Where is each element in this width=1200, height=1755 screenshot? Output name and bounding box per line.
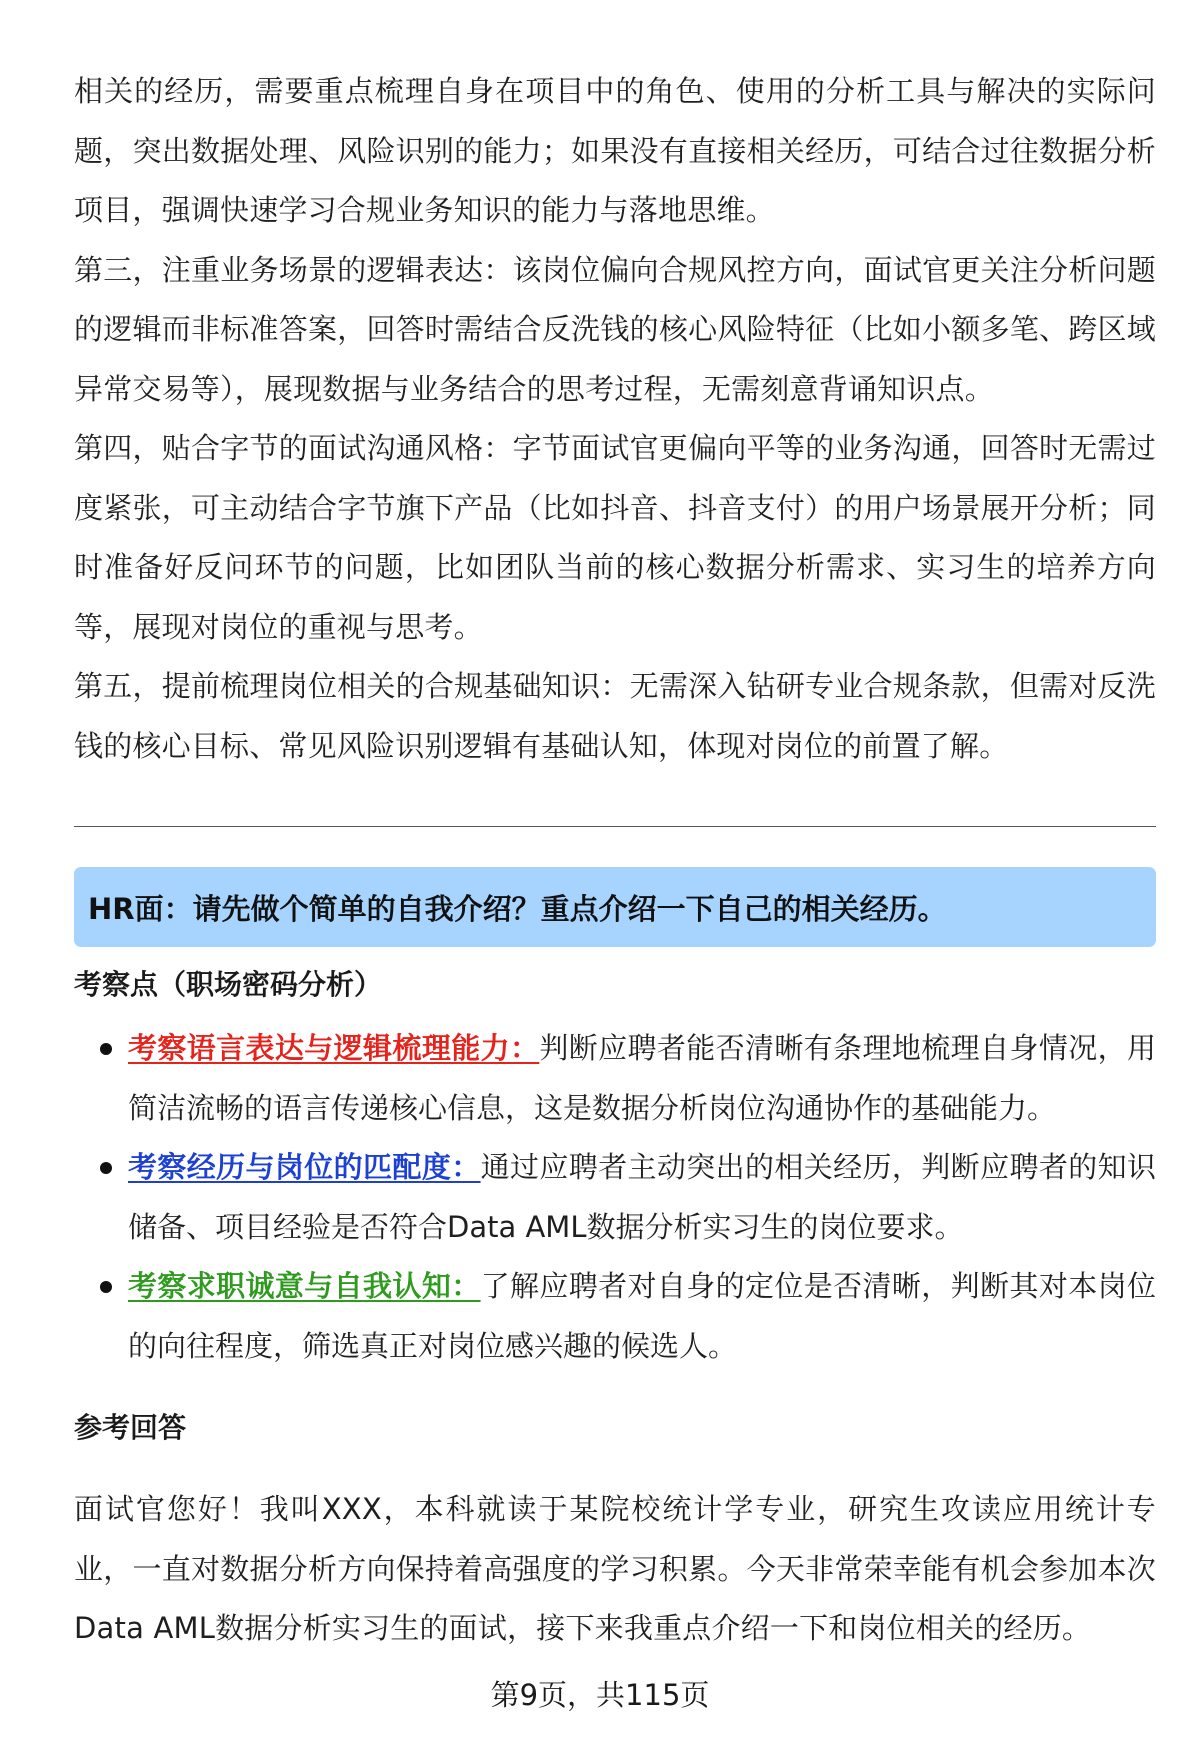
page-number: 第9页，共115页 [490, 1678, 710, 1712]
bullet-text: 了解应聘者对自身的定位是否清晰，判断其对本岗位的向往程度，筛选真正对岗位感兴趣的候选人。 [128, 1269, 1156, 1363]
keyword-experience-match: 考察经历与岗位的匹配度： [128, 1150, 481, 1184]
paragraph-point-four: 第四，贴合字节的面试沟通风格：字节面试官更偏向平等的业务沟通，回答时无需过度紧张，可主动结合字节旗下产品（比如抖音、抖音支付）的用户场景展开分析；同时准备好反问环节的问题，比如团队当前的核心数据分析需求、实习生的培养方向等，展现对岗位的重视与思考。 [74, 431, 1156, 644]
bullet-dot-icon [100, 1162, 112, 1174]
assessment-heading: 考察点（职场密码分析） [74, 968, 383, 1001]
list-item [74, 1019, 1156, 1138]
question-banner [74, 867, 1156, 947]
reference-heading: 参考回答 [74, 1411, 187, 1444]
reference-answer: 面试官您好！我叫XXX，本科就读于某院校统计学专业，研究生攻读应用统计专业，一直对数据分析方向保持着高强度的学习积累。今天非常荣幸能有机会参加本次Data AML数据分析实习生的面试，接下来我重点介绍一下和岗位相关的经历。 [74, 1492, 1156, 1645]
paragraph-point-three: 第三，注重业务场景的逻辑表达：该岗位偏向合规风控方向，面试官更关注分析问题的逻辑而非标准答案，回答时需结合反洗钱的核心风险特征（比如小额多笔、跨区域异常交易等），展现数据与业务结合的思考过程，无需刻意背诵知识点。 [74, 252, 1156, 406]
paragraph-point-five: 第五，提前梳理岗位相关的合规基础知识：无需深入钻研专业合规条款，但需对反洗钱的核心目标、常见风险识别逻辑有基础认知，体现对岗位的前置了解。 [74, 669, 1156, 763]
bullet-text: 判断应聘者能否清晰有条理地梳理自身情况，用简洁流畅的语言传递核心信息，这是数据分析岗位沟通协作的基础能力。 [128, 1031, 1156, 1125]
keyword-language-logic: 考察语言表达与逻辑梳理能力： [128, 1031, 540, 1065]
keyword-sincerity-self-awareness: 考察求职诚意与自我认知： [128, 1269, 481, 1303]
paragraph-continuation: 相关的经历，需要重点梳理自身在项目中的角色、使用的分析工具与解决的实际问题，突出数据处理、风险识别的能力；如果没有直接相关经历，可结合过往数据分析项目，强调快速学习合规业务知识的能力与落地思维。 [74, 74, 1156, 227]
assessment-list [74, 1019, 1156, 1376]
bullet-dot-icon [100, 1043, 112, 1055]
question-text: HR面：请先做个简单的自我介绍？重点介绍一下自己的相关经历。 [88, 891, 947, 926]
list-item [74, 1257, 1156, 1376]
bullet-text: 通过应聘者主动突出的相关经历，判断应聘者的知识储备、项目经验是否符合Data AML数据分析实习生的岗位要求。 [128, 1150, 1156, 1244]
page-content [74, 62, 1156, 1659]
bullet-dot-icon [100, 1281, 112, 1293]
section-divider [74, 826, 1156, 827]
list-item [74, 1138, 1156, 1257]
